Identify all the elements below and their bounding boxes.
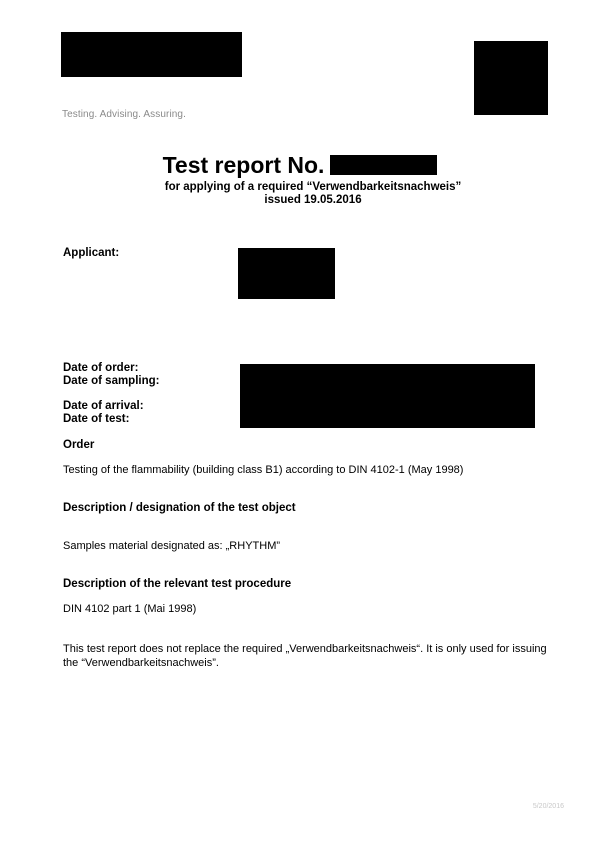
report-issue-date: issued 19.05.2016 <box>264 194 362 206</box>
disclaimer-line-1: This test report does not replace the required „Verwendbarkeitsnachweis“. It is only used for issuing <box>63 643 547 655</box>
order-text: Testing of the flammability (building class B1) according to DIN 4102-1 (May 1998) <box>63 464 464 476</box>
redacted-applicant <box>238 248 335 299</box>
footer-date: 5/20/2016 <box>532 803 564 810</box>
company-tagline: Testing. Advising. Assuring. <box>62 109 186 120</box>
report-subtitle: for applying of a required “Verwendbarkeitsnachweis” <box>164 181 462 193</box>
applicant-label: Applicant: <box>63 247 120 259</box>
test-procedure-heading: Description of the relevant test procedure <box>63 578 292 590</box>
report-title-row <box>0 152 600 179</box>
test-object-text: Samples material designated as: „RHYTHM” <box>63 540 281 552</box>
disclaimer-line-2: the “Verwendbarkeitsnachweis”. <box>63 657 219 669</box>
date-of-arrival-label: Date of arrival: <box>63 400 144 412</box>
date-of-test-label: Date of test: <box>63 413 130 425</box>
test-procedure-text: DIN 4102 part 1 (Mai 1998) <box>63 603 197 615</box>
redacted-report-number <box>330 155 437 175</box>
redacted-logo <box>61 32 242 77</box>
test-object-heading: Description / designation of the test object <box>63 502 296 514</box>
order-heading: Order <box>63 439 95 451</box>
redacted-dates <box>240 364 535 428</box>
date-of-order-label: Date of order: <box>63 362 139 374</box>
redacted-seal <box>474 41 548 115</box>
report-title: Test report No. <box>162 152 325 178</box>
date-of-sampling-label: Date of sampling: <box>63 375 160 387</box>
